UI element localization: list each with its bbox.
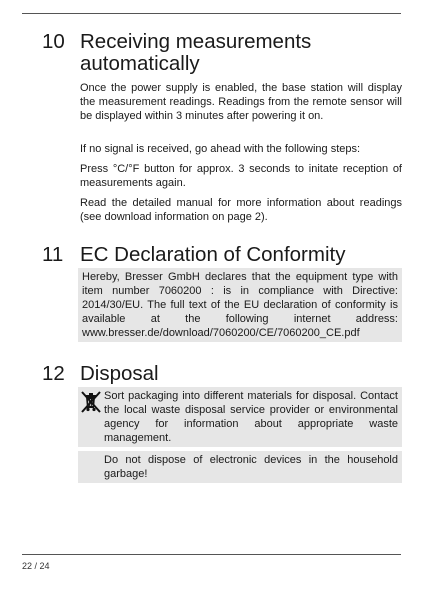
page-number: 22 / 24	[22, 561, 50, 571]
section-number: 11	[42, 243, 64, 266]
bottom-rule	[22, 554, 401, 555]
section-10-title	[42, 31, 402, 75]
ec-declaration-box	[78, 268, 402, 342]
disposal-box	[78, 387, 402, 447]
disposal-warning-box	[78, 451, 402, 483]
disposal-text: Sort packaging into different materials for disposal. Contact the local waste disposal service provider or environmental agency for information about appropriate waste management.	[104, 390, 398, 444]
section-title-line-2: automatically	[80, 52, 200, 75]
paragraph: Read the detailed manual for more information about readings (see download information on page 2).	[80, 197, 402, 223]
section-title-line-1: Receiving measurements	[80, 30, 312, 53]
section-number: 12	[42, 362, 65, 385]
disposal-warning-text: Do not dispose of electronic devices in the household garbage!	[104, 454, 398, 480]
ec-declaration-text: Hereby, Bresser GmbH declares that the equipment type with item number 7060200 : is in compliance with Directive: 2014/30/EU. The full text of the EU declaration of conformity is available at the following internet address: www.bresser.de/download/7060200/CE/7060200_CE.pdf	[82, 271, 398, 339]
section-11-title	[42, 244, 402, 266]
section-title-line-1: EC Declaration of Conformity	[80, 243, 346, 266]
top-rule	[22, 13, 401, 14]
paragraph: If no signal is received, go ahead with the following steps:	[80, 143, 361, 155]
crossed-out-wheelie-bin-icon	[80, 390, 102, 414]
section-12-title	[42, 363, 402, 385]
paragraph: Press °C/°F button for approx. 3 seconds to initate reception of measurements again.	[80, 163, 402, 189]
paragraph: Once the power supply is enabled, the base station will display the measurement readings. Readings from the remote sensor will be displayed within 3 minutes after powering it on.	[80, 82, 402, 122]
section-number: 10	[42, 30, 65, 53]
section-title-line-1: Disposal	[80, 362, 159, 385]
